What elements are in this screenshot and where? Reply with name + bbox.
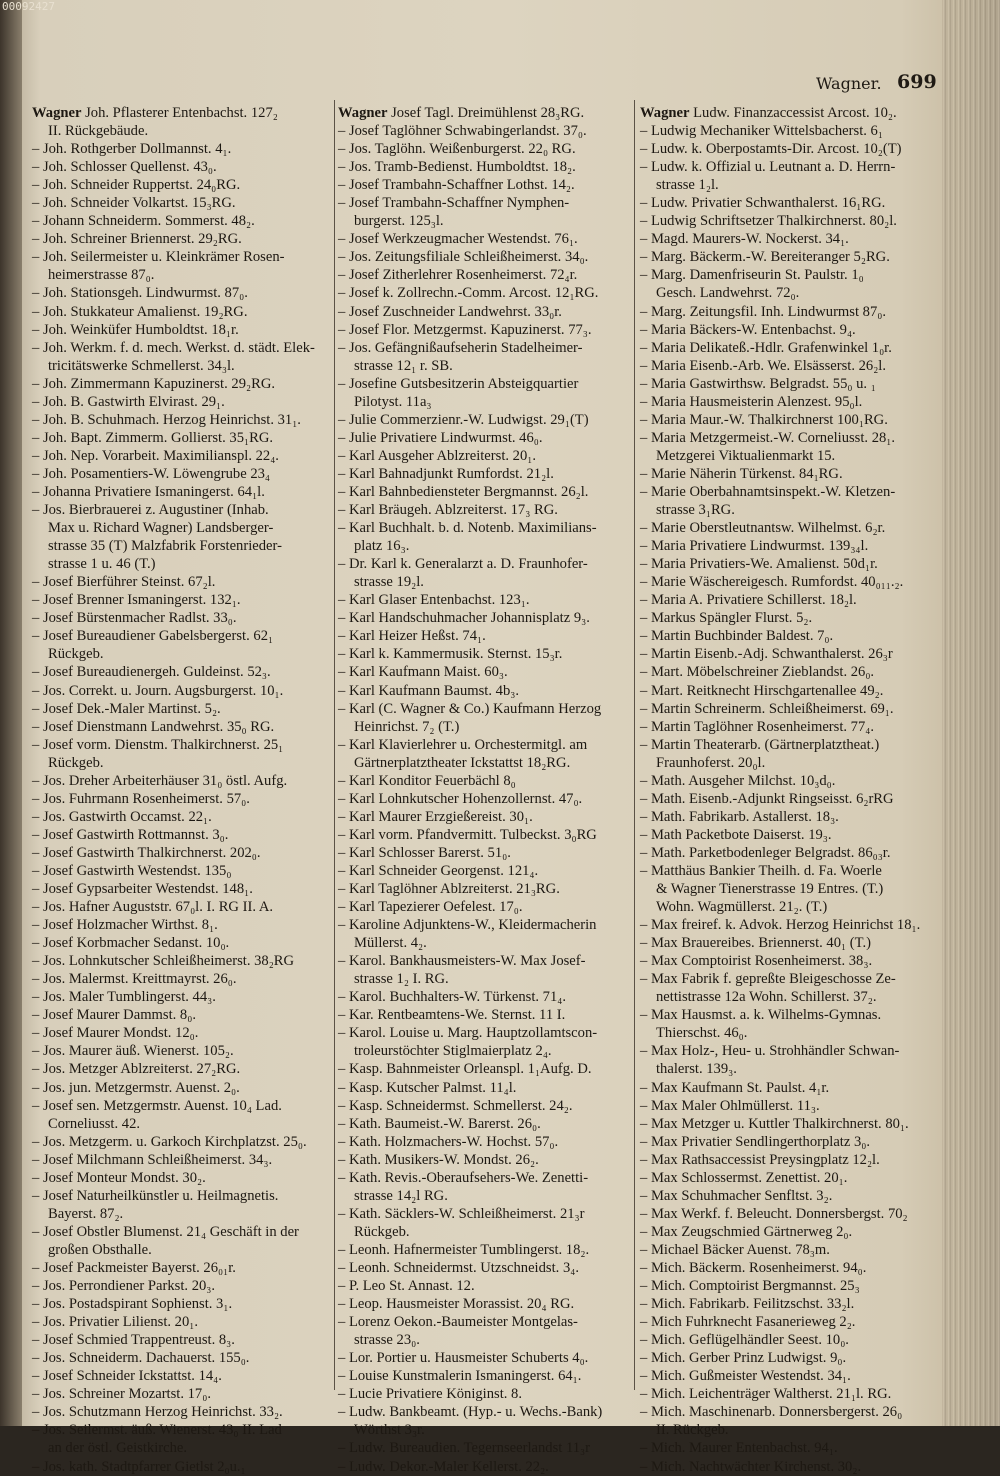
directory-entry: – Math. Ausgeher Milchst. 10₃d₀.: [640, 772, 836, 789]
directory-entry: – Jos. Schneiderm. Dachauerst. 155₀.: [32, 1350, 250, 1367]
page-id: 00092427: [2, 0, 55, 13]
surname-heading: Wagner: [640, 105, 690, 121]
entry-continuation: Metzgerei Viktualienmarkt 15.: [656, 447, 836, 464]
directory-entry: Wagner Joh. Pflasterer Entenbachst. 127₂: [32, 105, 278, 121]
directory-entry: – Karl Schneider Georgenst. 121₄.: [338, 862, 539, 879]
directory-entry: – Magd. Maurers-W. Nockerst. 34₁.: [640, 231, 849, 248]
entry-continuation: II. Rückgeb.: [656, 1422, 729, 1439]
entry-continuation: troleurstöchter Stiglmaierplatz 2₄.: [354, 1043, 552, 1060]
directory-entry: – Josef Trambahn-Schaffner Lothst. 14₂.: [338, 177, 575, 194]
directory-entry: – Kasp. Schneidermst. Schmellerst. 24₂.: [338, 1097, 573, 1114]
directory-entry: – Ludw. Privatier Schwanthalerst. 16₁RG.: [640, 195, 886, 212]
entry-continuation: strasse 35 (T) Malzfabrik Forstenrieder-: [48, 538, 282, 555]
directory-entry: – Math Packetbote Daiserst. 19₃.: [640, 826, 832, 843]
directory-entry: – Marie Näherin Türkenst. 84₁RG.: [640, 465, 843, 482]
directory-entry: – Marie Oberstleutnantsw. Wilhelmst. 6₂r.: [640, 520, 886, 537]
directory-entry: – Mich. Geflügelhändler Seest. 10₀.: [640, 1332, 849, 1349]
entry-continuation: großen Obsthalle.: [48, 1241, 152, 1258]
directory-entry: – Mich. Fabrikarb. Feilitzschst. 33₂l.: [640, 1296, 855, 1313]
directory-entry: – Karl Lohnkutscher Hohenzollernst. 47₀.: [338, 790, 583, 807]
column-1: [32, 104, 330, 1476]
directory-entry: – Joh. Stukkateur Amalienst. 19₂RG.: [32, 303, 248, 320]
directory-entry: – Jos. Bierbrauerei z. Augustiner (Inhab.: [32, 502, 269, 519]
directory-entry: – Josef Taglöhner Schwabingerlandst. 37₀.: [338, 123, 587, 140]
directory-entry: – Josef sen. Metzgermstr. Auenst. 10₄ Lad.: [32, 1097, 282, 1114]
directory-entry: – Max Privatier Sendlingerthorplatz 3₀.: [640, 1133, 871, 1150]
entry-continuation: Max u. Richard Wagner) Landsberger-: [48, 520, 274, 537]
entry-continuation: tricitätswerke Schmellerst. 34₃l.: [48, 357, 235, 374]
page-number: 699: [897, 71, 937, 93]
directory-entry: – Karl Bräugeh. Ablzreiterst. 17₃ RG.: [338, 502, 558, 519]
directory-entry: – Mart. Reitknecht Hirschgartenallee 49₂.: [640, 682, 884, 699]
directory-entry: – Jos. Fuhrmann Rosenheimerst. 57₀.: [32, 790, 250, 807]
directory-entry: – Ludw. Dekor.-Maler Kellerst. 22₂.: [338, 1458, 549, 1475]
directory-entry: – Max Fabrik f. gepreßte Bleigeschosse Ze-: [640, 971, 896, 988]
directory-entry: – Marg. Bäckerm.-W. Bereiteranger 5₂RG.: [640, 249, 890, 266]
directory-entry: – Kath. Holzmachers-W. Hochst. 57₀.: [338, 1133, 559, 1150]
directory-entry: – Maria Privatiere Lindwurmst. 139₃₄l.: [640, 538, 869, 555]
directory-entry: – Maria Eisenb.-Arb. We. Elsässerst. 26₂l.: [640, 357, 887, 374]
directory-entry: – Josef Bureaudienergeh. Guldeinst. 52₃.: [32, 664, 271, 681]
directory-entry: – Josef Werkzeugmacher Westendst. 76₁.: [338, 231, 578, 248]
entry-continuation: Heinrichst. 7₂ (T.): [354, 718, 460, 735]
directory-entry: – Josef Zuschneider Landwehrst. 33₀r.: [338, 303, 562, 320]
directory-entry: – Josef Gastwirth Rottmannst. 3₀.: [32, 826, 229, 843]
directory-entry: – Ludw. k. Offizial u. Leutnant a. D. Herrn-: [640, 159, 896, 176]
directory-entry: – Jos. jun. Metzgermstr. Auenst. 2₀.: [32, 1079, 240, 1096]
directory-entry: – Josef Schneider Ickstattst. 14₄.: [32, 1368, 222, 1385]
directory-entry: – Mich. Maurer Entenbachst. 94₁.: [640, 1440, 838, 1457]
entry-continuation: Corneliusst. 42.: [48, 1115, 141, 1132]
directory-entry: – Mich. Bäckerm. Rosenheimerst. 94₀.: [640, 1260, 867, 1276]
page-edges: [942, 0, 1000, 1426]
directory-entry: – Joh. Schlosser Quellenst. 43₀.: [32, 159, 217, 176]
directory-entry: – Kasp. Kutscher Palmst. 11₄l.: [338, 1079, 517, 1096]
directory-entry: – Josefine Gutsbesitzerin Absteigquartier: [338, 375, 579, 392]
directory-entry: – Martin Buchbinder Baldest. 7₀.: [640, 628, 834, 645]
directory-entry: Wagner Ludw. Finanzaccessist Arcost. 10₂.: [640, 105, 897, 121]
directory-entry: – Karl Ausgeher Ablzreiterst. 20₁.: [338, 447, 536, 464]
entry-continuation: burgerst. 125₃l.: [354, 213, 444, 230]
directory-entry: – Karl Konditor Feuerbächl 8₀: [338, 772, 516, 789]
directory-entry: – Karl Klavierlehrer u. Orchestermitgl. am: [338, 736, 588, 753]
directory-entry: – Josef Brenner Ismaningerst. 132₁.: [32, 592, 241, 609]
directory-entry: – Joh. Schneider Volkartst. 15₃RG.: [32, 195, 236, 212]
entry-continuation: & Wagner Tienerstrasse 19 Entres. (T.): [656, 881, 884, 898]
directory-entry: – Josef Maurer Mondst. 12₀.: [32, 1025, 199, 1042]
directory-entry: – Jos. Seilermst. äuß. Wienerst. 43₀ II. Lad: [32, 1422, 282, 1439]
directory-entry: – Math. Fabrikarb. Astallerst. 18₃.: [640, 808, 839, 825]
directory-entry: – Josef Gastwirth Westendst. 135₀: [32, 862, 232, 879]
directory-entry: – Markus Spängler Flurst. 5₂.: [640, 610, 813, 627]
directory-entry: – Jos. Gefängnißaufseherin Stadelheimer-: [338, 339, 583, 356]
directory-entry: – Joh. Rothgerber Dollmannst. 4₁.: [32, 141, 232, 158]
entry-continuation: Wörthst 3₃r.: [354, 1422, 425, 1439]
directory-entry: – Jos. Schutzmann Herzog Heinrichst. 33₂.: [32, 1404, 283, 1421]
entry-continuation: strasse 12₁ r. SB.: [354, 357, 453, 374]
directory-entry: – Lorenz Oekon.-Baumeister Montgelas-: [338, 1314, 578, 1331]
entry-continuation: strasse 1₂ I. RG.: [354, 971, 449, 988]
directory-entry: – Josef Maurer Dammst. 8₀.: [32, 1007, 196, 1024]
directory-entry: – Josef Packmeister Bayerst. 26₀₁r.: [32, 1260, 236, 1276]
directory-entry: – Jos. kath. Stadtpfarrer Gietlst 2₀u.₁: [32, 1458, 246, 1475]
directory-entry: – Maria Privatiers-We. Amalienst. 50d₁r.: [640, 556, 878, 573]
directory-entry: – Louise Kunstmalerin Ismaningerst. 64₁.: [338, 1368, 582, 1385]
directory-entry: – Joh. Weinküfer Humboldtst. 18₁r.: [32, 321, 239, 338]
directory-entry: – Karoline Adjunktens-W., Kleidermacherin: [338, 917, 597, 934]
entry-continuation: Thierschst. 46₀.: [656, 1025, 748, 1042]
directory-entry: – Jos. Hafner Auguststr. 67₀l. I. RG II. A.: [32, 899, 274, 916]
directory-entry: – Max Comptoirist Rosenheimerst. 38₃.: [640, 953, 873, 970]
entry-continuation: Gärtnerplatztheater Ickstattst 18₂RG.: [354, 754, 571, 771]
directory-entry: – Jos. Tramb-Bedienst. Humboldtst. 18₂.: [338, 159, 576, 176]
directory-entry: – Karl Taglöhner Ablzreiterst. 21₃RG.: [338, 881, 560, 898]
directory-entry: – Max Schlossermst. Zenettist. 20₁.: [640, 1169, 848, 1186]
directory-entry: – Karl Bahnadjunkt Rumfordst. 21₂l.: [338, 465, 554, 482]
directory-entry: – Maria Gastwirthsw. Belgradst. 55₀ u. ₁: [640, 375, 876, 392]
directory-entry: – Josef Bierführer Steinst. 67₂l.: [32, 574, 216, 591]
entry-continuation: strasse 23₀.: [354, 1332, 420, 1349]
surname-heading: Wagner: [32, 105, 82, 121]
entry-continuation: strasse 3₁RG.: [656, 502, 735, 519]
directory-entry: – Martin Schreinerm. Schleißheimerst. 69₁.: [640, 700, 894, 717]
directory-entry: – Josef vorm. Dienstm. Thalkirchnerst. 25₁: [32, 736, 284, 753]
directory-entry: – Max Zeugschmied Gärtnerweg 2₀.: [640, 1223, 853, 1240]
entry-continuation: platz 16₃.: [354, 538, 410, 555]
directory-entry: – Max Werkf. f. Beleucht. Donnersbergst. 70₂: [640, 1205, 908, 1222]
directory-entry: – Joh. B. Gastwirth Elvirast. 29₁.: [32, 393, 225, 410]
directory-entry: – Joh. Seilermeister u. Kleinkrämer Rosen-: [32, 249, 285, 266]
entry-continuation: Bayerst. 87₂.: [48, 1205, 124, 1222]
directory-entry: – Mich. Comptoirist Bergmannst. 25₃: [640, 1278, 860, 1295]
entry-continuation: strasse 1 u. 46 (T.): [48, 556, 156, 573]
directory-entry: – Marie Oberbahnamtsinspekt.-W. Kletzen-: [640, 483, 896, 500]
directory-entry: – Jos. Postadspirant Sophienst. 3₁.: [32, 1296, 233, 1313]
directory-entry: – Josef Gastwirth Thalkirchnerst. 202₀.: [32, 844, 261, 861]
directory-entry: – Kath. Revis.-Oberaufsehers-We. Zenetti-: [338, 1169, 589, 1186]
directory-entry: – Marie Wäschereigesch. Rumfordst. 40₀₁₁.₂.: [640, 574, 904, 591]
directory-entry: – Josef Korbmacher Sedanst. 10₀.: [32, 935, 230, 952]
directory-entry: – Leonh. Schneidermst. Utzschneidst. 3₄.: [338, 1260, 579, 1276]
entry-continuation: Pilotyst. 11a₃: [354, 393, 432, 410]
directory-entry: – Matthäus Bankier Theilh. d. Fa. Woerle: [640, 862, 882, 879]
entry-continuation: an der östl. Geistkirche.: [48, 1440, 188, 1457]
entry-continuation: strasse 1₂l.: [656, 177, 719, 194]
directory-entry: – Josef Obstler Blumenst. 21₄ Geschäft in der: [32, 1223, 299, 1240]
directory-entry: – Josef Trambahn-Schaffner Nymphen-: [338, 195, 570, 212]
directory-entry: – Karl Handschuhmacher Johannisplatz 9₃.: [338, 610, 590, 627]
directory-entry: – Ludwig Schriftsetzer Thalkirchnerst. 80₂l.: [640, 213, 897, 230]
directory-entry: – P. Leo St. Annast. 12.: [338, 1278, 475, 1295]
directory-entry: – Kath. Musikers-W. Mondst. 26₂.: [338, 1151, 539, 1168]
directory-entry: – Ludw. k. Oberpostamts-Dir. Arcost. 10₂(T): [640, 141, 902, 158]
directory-entry: – Kar. Rentbeamtens-We. Sternst. 11 I.: [338, 1007, 566, 1024]
directory-entry: – Karol. Louise u. Marg. Hauptzollamtscon-: [338, 1025, 598, 1042]
directory-entry: – Karl Kaufmann Baumst. 4b₃.: [338, 682, 519, 699]
entry-continuation: strasse 14₂l RG.: [354, 1187, 448, 1204]
directory-entry: – Math. Eisenb.-Adjunkt Ringseisst. 6₂rRG: [640, 790, 894, 807]
directory-entry: – Martin Eisenb.-Adj. Schwanthalerst. 26₃r: [640, 646, 893, 663]
directory-entry: – Jos. Zeitungsfiliale Schleißheimerst. 34₀.: [338, 249, 589, 266]
directory-entry: – Jos. Maler Tumblingerst. 44₃.: [32, 989, 216, 1006]
directory-entry: – Jos. Gastwirth Occamst. 22₁.: [32, 808, 212, 825]
directory-entry: – Mich. Maschinenarb. Donnersbergerst. 26₀: [640, 1404, 903, 1421]
directory-entry: – Joh. Posamentiers-W. Löwengrube 23₄: [32, 465, 271, 482]
directory-entry: – Leop. Hausmeister Morassist. 20₄ RG.: [338, 1296, 575, 1313]
directory-entry: – Johanna Privatiere Ismaningerst. 64₁l.: [32, 483, 265, 500]
directory-entry: – Karl k. Kammermusik. Sternst. 15₃r.: [338, 646, 563, 663]
column-3: [640, 104, 938, 1476]
directory-entry: – Karl Schlosser Barerst. 51₀.: [338, 844, 511, 861]
entry-continuation: Rückgeb.: [48, 646, 104, 663]
directory-entry: – Martin Taglöhner Rosenheimerst. 77₄.: [640, 718, 875, 735]
entry-continuation: Gesch. Landwehrst. 72₀.: [656, 285, 800, 302]
directory-entry: – Karl vorm. Pfandvermitt. Tulbeckst. 3₀RG: [338, 826, 597, 843]
directory-entry: – Maria Delikateß.-Hdlr. Grafenwinkel 1₀r.: [640, 339, 892, 356]
directory-entry: – Maria A. Privatiere Schillerst. 18₂l.: [640, 592, 857, 609]
directory-entry: – Julie Commerzienr.-W. Ludwigst. 29₁(T): [338, 411, 589, 428]
directory-entry: – Ludw. Bankbeamt. (Hyp.- u. Wechs.-Bank): [338, 1404, 603, 1421]
directory-entry: – Mich. Gußmeister Westendst. 34₁.: [640, 1368, 851, 1385]
directory-entry: – Jos. Metzgerm. u. Garkoch Kirchplatzst. 25₀.: [32, 1133, 307, 1150]
surname-heading: Wagner: [338, 105, 388, 121]
directory-entry: – Math. Parketbodenleger Belgradst. 86₀₃r.: [640, 844, 891, 861]
entry-continuation: Wohn. Wagmüllerst. 21₂. (T.): [656, 899, 828, 916]
column-rule: [334, 100, 335, 1390]
directory-entry: – Josef Bürstenmacher Radlst. 33₀.: [32, 610, 237, 627]
directory-entry: – Josef Dek.-Maler Martinst. 5₂.: [32, 700, 221, 717]
directory-entry: – Josef Flor. Metzgermst. Kapuzinerst. 77₃.: [338, 321, 592, 338]
directory-entry: – Max Maler Ohlmüllerst. 11₃.: [640, 1097, 820, 1114]
directory-entry: – Josef Schmied Trappentreust. 8₃.: [32, 1332, 235, 1349]
directory-entry: – Karl Heizer Heßst. 74₁.: [338, 628, 486, 645]
directory-entry: – Johann Schneiderm. Sommerst. 48₂.: [32, 213, 255, 230]
column-2: [338, 104, 636, 1476]
directory-entry: – Jos. Malermst. Kreittmayrst. 26₀.: [32, 971, 237, 988]
directory-entry: – Joh. Zimmermann Kapuzinerst. 29₂RG.: [32, 375, 276, 392]
directory-entry: – Jos. Metzger Ablzreiterst. 27₂RG.: [32, 1061, 241, 1078]
directory-entry: – Mich Fuhrknecht Fasanerieweg 2₂.: [640, 1314, 856, 1331]
directory-entry: – Dr. Karl k. Generalarzt a. D. Fraunhofer-: [338, 556, 588, 573]
directory-entry: – Jos. Dreher Arbeiterhäuser 31₀ östl. Aufg.: [32, 772, 288, 789]
directory-entry: – Josef Gypsarbeiter Westendst. 148₁.: [32, 881, 253, 898]
directory-entry: – Joh. Bapt. Zimmerm. Gollierst. 35₁RG.: [32, 429, 274, 446]
directory-entry: – Joh. Schreiner Briennerst. 29₂RG.: [32, 231, 242, 248]
entry-continuation: Rückgeb.: [354, 1223, 410, 1240]
directory-entry: – Karl Glaser Entenbachst. 123₁.: [338, 592, 530, 609]
directory-entry: – Josef k. Zollrechn.-Comm. Arcost. 12₁RG.: [338, 285, 599, 302]
directory-entry: – Mich. Leichenträger Waltherst. 21₁l. RG.: [640, 1386, 892, 1403]
entry-continuation: nettistrasse 12a Wohn. Schillerst. 37₂.: [656, 989, 877, 1006]
entry-continuation: heimerstrasse 87₀.: [48, 267, 155, 284]
directory-entry: – Julie Privatiere Lindwurmst. 46₀.: [338, 429, 543, 446]
directory-entry: – Mart. Möbelschreiner Zieblandst. 26₀.: [640, 664, 875, 681]
directory-entry: – Max Rathsaccessist Preysingplatz 12₂l.: [640, 1151, 880, 1168]
directory-entry: – Jos. Privatier Lilienst. 20₁.: [32, 1314, 199, 1331]
directory-entry: – Max Kaufmann St. Paulst. 4₁r.: [640, 1079, 830, 1096]
directory-entry: – Lucie Privatiere Königinst. 8.: [338, 1386, 523, 1403]
entry-continuation: II. Rückgebäude.: [48, 123, 149, 140]
entry-continuation: Müllerst. 4₂.: [354, 935, 427, 952]
directory-entry: – Josef Holzmacher Wirthst. 8₁.: [32, 917, 218, 934]
entry-continuation: strasse 19₂l.: [354, 574, 424, 591]
directory-entry: – Lor. Portier u. Hausmeister Schuberts 4₀.: [338, 1350, 589, 1367]
directory-entry: – Mich. Gerber Prinz Ludwigst. 9₀.: [640, 1350, 847, 1367]
directory-entry: – Jos. Taglöhn. Weißenburgerst. 22₀ RG.: [338, 141, 576, 158]
directory-entry: – Jos. Correkt. u. Journ. Augsburgerst. 10₁.: [32, 682, 284, 699]
directory-entry: – Kath. Baumeist.-W. Barerst. 26₀.: [338, 1115, 541, 1132]
directory-entry: – Joh. Stationsgeh. Lindwurmst. 87₀.: [32, 285, 248, 302]
directory-entry: – Maria Metzgermeist.-W. Corneliusst. 28₁.: [640, 429, 896, 446]
directory-entry: – Marg. Zeitungsfil. Inh. Lindwurmst 87₀.: [640, 303, 886, 320]
directory-entry: – Joh. Schneider Ruppertst. 24₀RG.: [32, 177, 241, 194]
directory-entry: – Karl Buchhalt. b. d. Notenb. Maximilians-: [338, 520, 597, 537]
entry-continuation: thalerst. 139₃.: [656, 1061, 737, 1078]
directory-entry: – Josef Milchmann Schleißheimerst. 34₃.: [32, 1151, 273, 1168]
directory-entry: – Martin Theaterarb. (Gärtnerplatztheat.): [640, 736, 880, 753]
directory-entry: – Jos. Schreiner Mozartst. 17₀.: [32, 1386, 211, 1403]
directory-entry: – Mich. Nachtwächter Kirchenst. 30₂.: [640, 1458, 862, 1475]
directory-entry: – Karl Bahnbediensteter Bergmannst. 26₂l.: [338, 483, 589, 500]
directory-entry: – Josef Zitherlehrer Rosenheimerst. 72₄r.: [338, 267, 578, 284]
directory-entry: – Josef Monteur Mondst. 30₂.: [32, 1169, 206, 1186]
directory-entry: – Marg. Damenfriseurin St. Paulstr. 1₀: [640, 267, 864, 284]
directory-entry: – Josef Dienstmann Landwehrst. 35₀ RG.: [32, 718, 275, 735]
directory-entry: – Joh. Nep. Vorarbeit. Maximilianspl. 22₄.: [32, 447, 279, 464]
directory-entry: – Kasp. Bahnmeister Orleanspl. 1₁Aufg. D.: [338, 1061, 592, 1078]
directory-entry: – Karol. Buchhalters-W. Türkenst. 71₄.: [338, 989, 567, 1006]
directory-entry: – Kath. Säcklers-W. Schleißheimerst. 21₃r: [338, 1205, 585, 1222]
directory-entry: – Maria Maur.-W. Thalkirchnerst 100₁RG.: [640, 411, 888, 428]
directory-entry: – Max Holz-, Heu- u. Strohhändler Schwan-: [640, 1043, 900, 1060]
directory-entry: – Michael Bäcker Auenst. 78₃m.: [640, 1241, 830, 1258]
directory-entry: – Joh. B. Schuhmach. Herzog Heinrichst. 31₁.: [32, 411, 301, 428]
binding-gutter: [0, 0, 22, 1426]
directory-entry: – Karl (C. Wagner & Co.) Kaufmann Herzog: [338, 700, 602, 717]
directory-entry: – Max freiref. k. Advok. Herzog Heinrichst 18₁.: [640, 917, 921, 934]
directory-entry: – Ludw. Bureaudien. Tegernseerlandst 11₃r: [338, 1440, 590, 1457]
entry-continuation: Fraunhoferst. 20₀l.: [656, 754, 766, 771]
directory-entry: Wagner Josef Tagl. Dreimühlenst 28₃RG.: [338, 105, 585, 121]
directory-entry: – Max Metzger u. Kuttler Thalkirchnerst. 80₁.: [640, 1115, 909, 1132]
running-head: Wagner.: [816, 74, 882, 93]
directory-entry: – Karl Tapezierer Oefelest. 17₀.: [338, 899, 523, 916]
directory-entry: – Josef Bureaudiener Gabelsbergerst. 62₁: [32, 628, 274, 645]
directory-entry: – Karl Maurer Erzgießereist. 30₁.: [338, 808, 533, 825]
directory-entry: – Maria Hausmeisterin Alenzest. 95₀l.: [640, 393, 863, 410]
directory-entry: – Jos. Perrondiener Parkst. 20₃.: [32, 1278, 216, 1295]
entry-continuation: Rückgeb.: [48, 754, 104, 771]
directory-entry: – Joh. Werkm. f. d. mech. Werkst. d. städt. Elek-: [32, 339, 315, 356]
directory-entry: – Max Brauereibes. Briennerst. 40₁ (T.): [640, 935, 871, 952]
directory-entry: – Karol. Bankhausmeisters-W. Max Josef-: [338, 953, 586, 970]
directory-entry: – Max Hausmst. a. k. Wilhelms-Gymnas.: [640, 1007, 882, 1024]
directory-entry: – Ludwig Mechaniker Wittelsbacherst. 6₁: [640, 123, 883, 140]
directory-entry: – Leonh. Hafnermeister Tumblingerst. 18₂.: [338, 1241, 590, 1258]
directory-entry: – Max Schuhmacher Senfltst. 3₂.: [640, 1187, 833, 1204]
directory-entry: – Jos. Lohnkutscher Schleißheimerst. 38₂RG: [32, 953, 295, 970]
directory-entry: – Karl Kaufmann Maist. 60₃.: [338, 664, 508, 681]
directory-entry: – Maria Bäckers-W. Entenbachst. 9₄.: [640, 321, 856, 338]
directory-entry: – Josef Naturheilkünstler u. Heilmagnetis.: [32, 1187, 279, 1204]
directory-entry: – Jos. Maurer äuß. Wienerst. 105₂.: [32, 1043, 234, 1060]
